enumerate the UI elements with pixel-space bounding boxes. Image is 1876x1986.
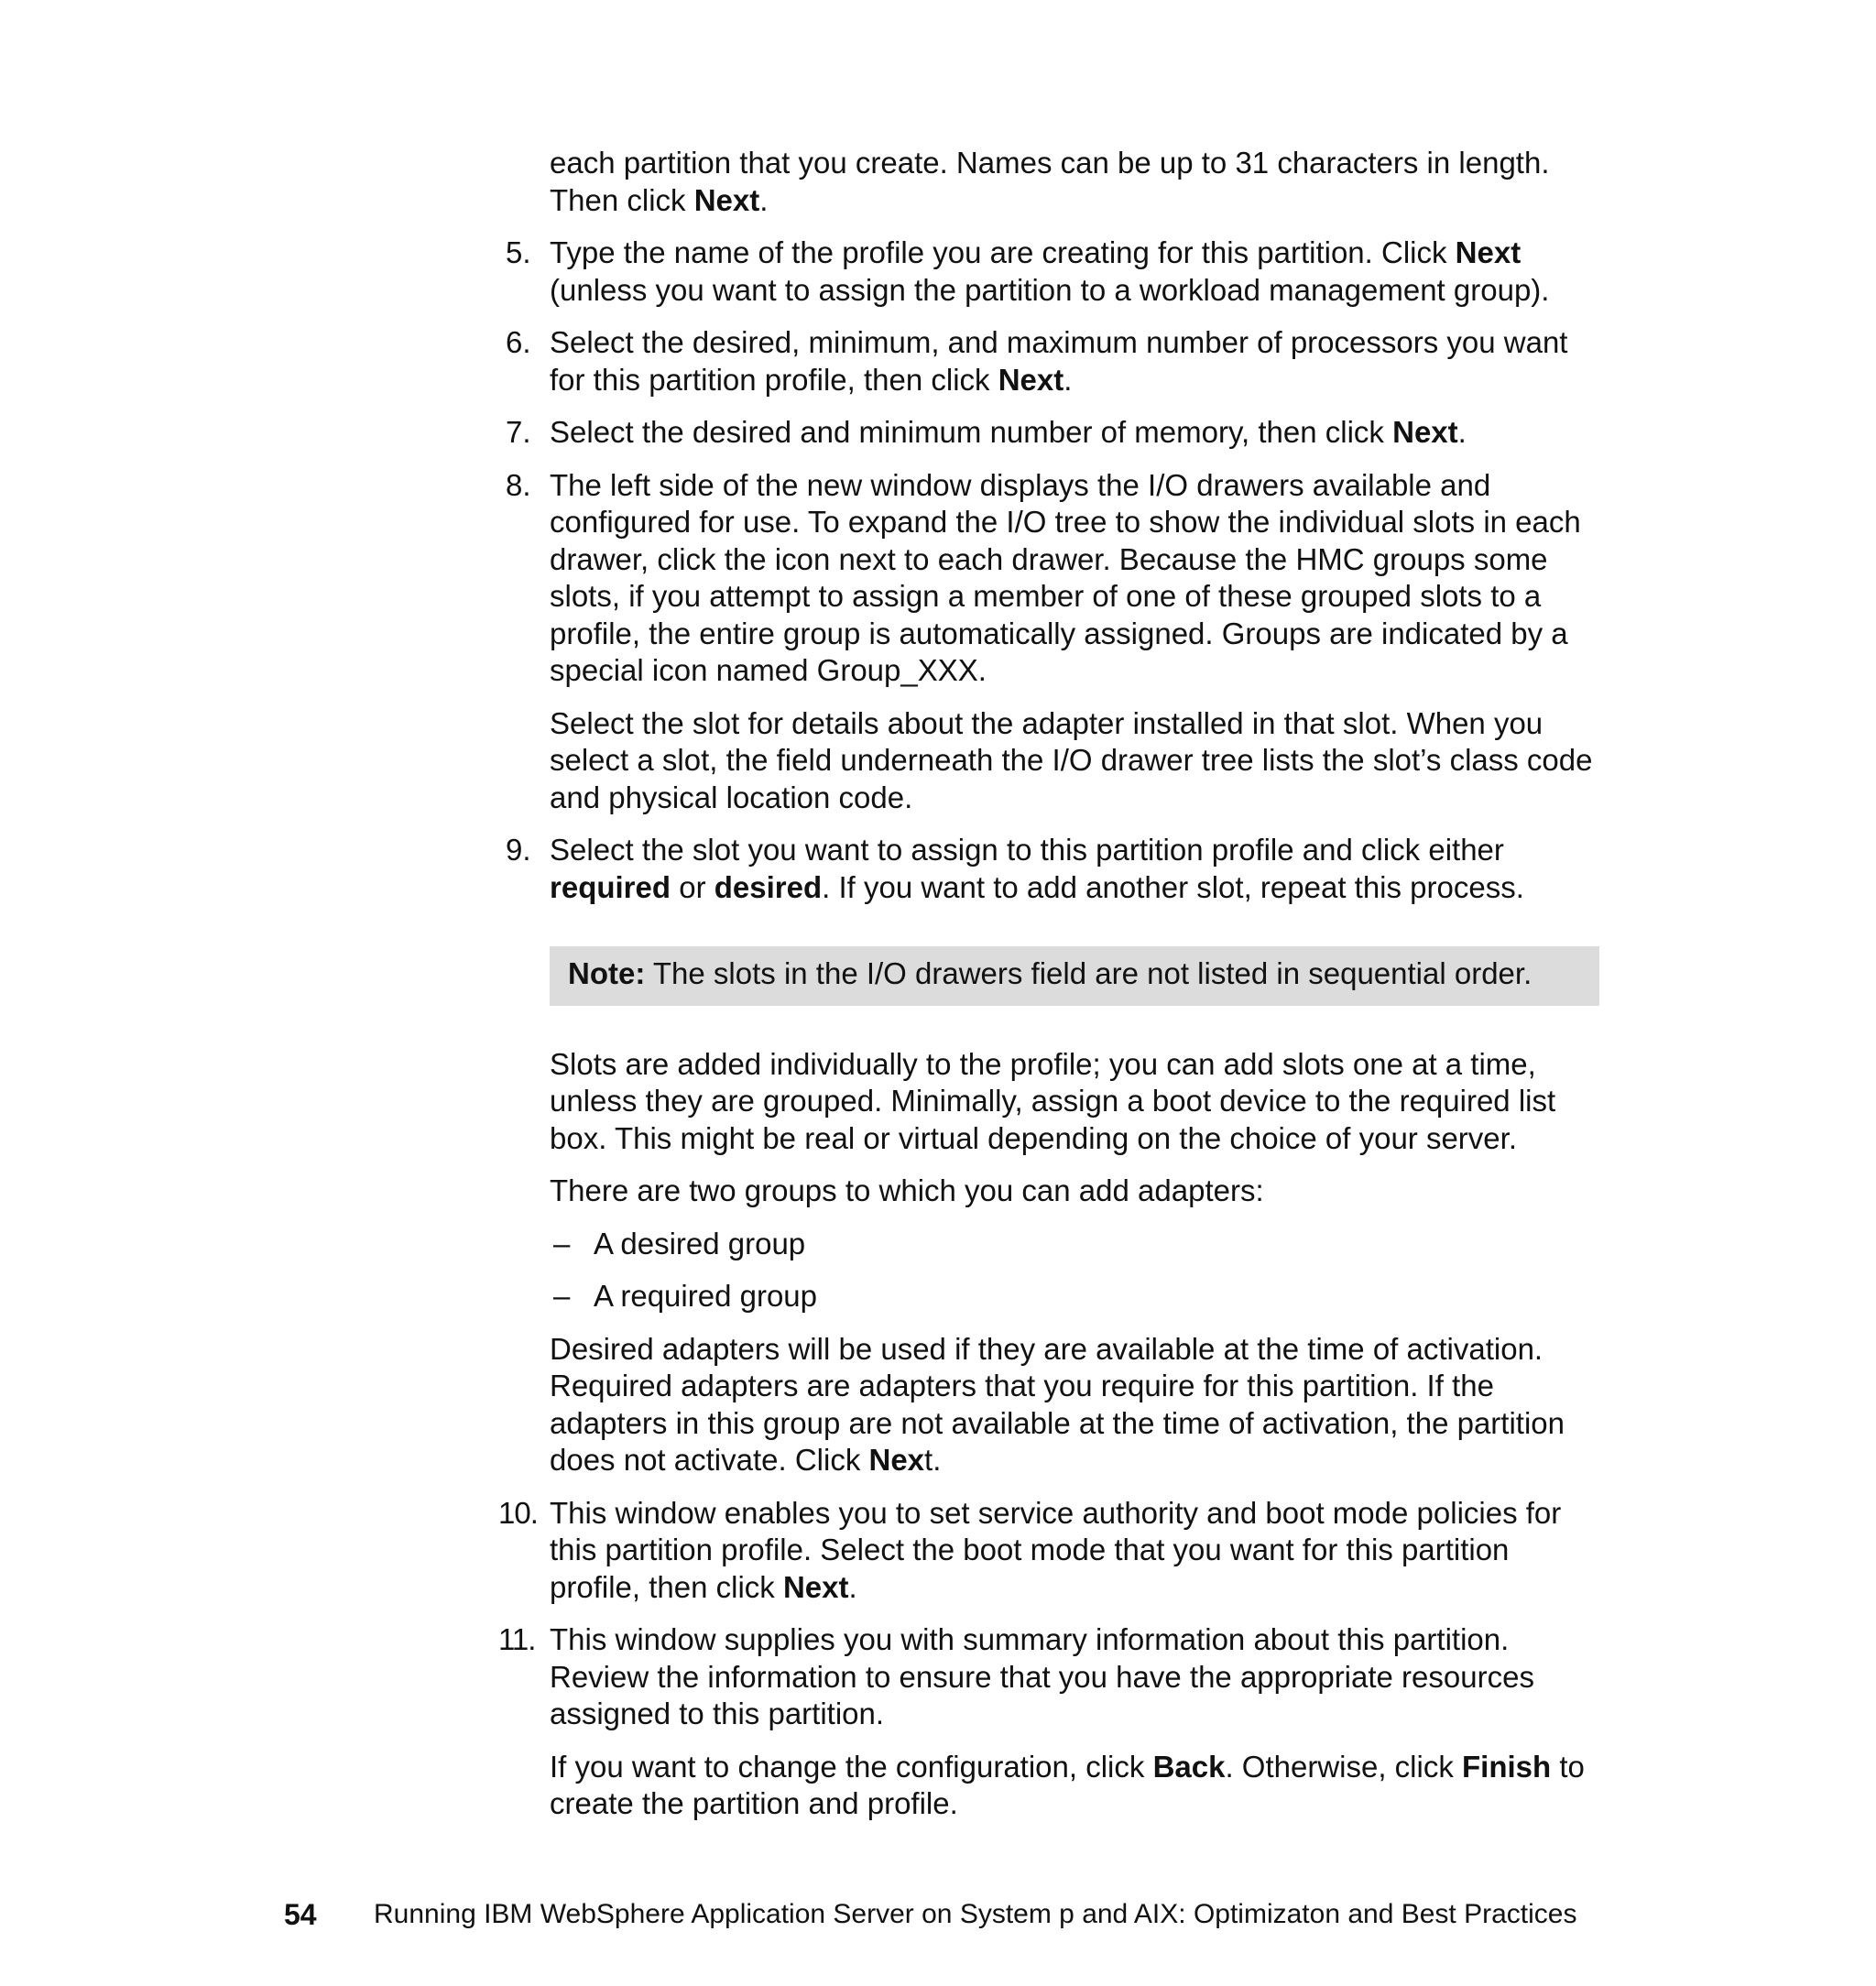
final-paragraph [550, 1749, 1605, 1823]
step-text-end: . [1457, 415, 1467, 449]
next-label: Nex [868, 1443, 925, 1477]
step-6 [506, 324, 1605, 398]
page-body [498, 145, 1605, 1839]
groups-paragraph: There are two groups to which you can add adapters: [550, 1173, 1264, 1207]
step-text-end: . [848, 1569, 857, 1604]
step-10 [498, 1495, 1605, 1607]
slots-paragraph: Slots are added individually to the profile; you can add slots one at a time, unless they are grouped. Minimally, assign a boot device to the required list box. This might be real or virtual depending on the choice of your server. [550, 1046, 1556, 1155]
intro-end: . [759, 182, 769, 217]
step-text: Select the slot you want to assign to this partition profile and click either [550, 833, 1504, 867]
intro-paragraph [550, 145, 1605, 219]
step-text-end: . [1063, 362, 1073, 397]
step-number: 11. [498, 1622, 536, 1656]
required-label: required [550, 869, 671, 904]
step-8 [506, 467, 1605, 690]
back-label: Back [1152, 1749, 1226, 1784]
book-title: Running IBM WebSphere Application Server on System p and AIX: Optimizaton and Best Practices [374, 1899, 1577, 1929]
step-number: 9. [506, 833, 531, 867]
final-text-end: to create the partition and profile. [550, 1749, 1585, 1820]
next-label: Next [782, 1569, 849, 1604]
next-label: Next [998, 362, 1064, 397]
step-text-end: . If you want to add another slot, repeat this process. [822, 869, 1524, 904]
step-number: 8. [506, 467, 531, 502]
step-11 [498, 1621, 1605, 1733]
next-label: Next [693, 182, 760, 217]
final-text: If you want to change the configuration, click [550, 1749, 1153, 1784]
note-text: The slots in the I/O drawers field are not listed in sequential order. [645, 956, 1532, 990]
step-text: The left side of the new window displays the I/O drawers available and configured for use. To expand the I/O tree to show the individual slots in each drawer, click the icon next to each drawer. Because the HMC groups some slots, if you attempt to assign a member of one of these grouped slots to a profile, the entire group is automatically assigned. Groups are indicated by a special icon named Group_XXX. [550, 467, 1581, 687]
step-7 [506, 414, 1605, 452]
finish-label: Finish [1462, 1749, 1552, 1784]
dash-bullet: – [553, 1226, 571, 1260]
step-text: Select the desired, minimum, and maximum number of processors you want for this partition profile, then click [550, 325, 1568, 397]
intro-text: each partition that you create. Names can be up to 31 characters in length. Then click [550, 146, 1550, 217]
next-label: Next [1455, 235, 1522, 269]
note-label: Note: [568, 956, 646, 990]
adapters-text-end: t. [924, 1443, 942, 1477]
step-text-end: (unless you want to assign the partition to a workload management group). [550, 272, 1550, 307]
final-text: . Otherwise, click [1225, 1749, 1463, 1784]
step-text: Select the desired and minimum number of memory, then click [550, 415, 1393, 449]
step-number: 10. [498, 1495, 538, 1530]
step-text: This window supplies you with summary information about this partition. Review the information to ensure that you have the appropriate resources assigned to this partition. [550, 1622, 1534, 1730]
dash-bullet: – [553, 1279, 571, 1313]
list-item-required-group [506, 1278, 1605, 1315]
list-item-text: A required group [594, 1279, 818, 1313]
note-box [550, 946, 1599, 1006]
step-text: Type the name of the profile you are creating for this partition. Click [550, 235, 1456, 269]
step-text: This window enables you to set service authority and boot mode policies for this partition profile. Select the boot mode that you want for this partition profile, then click [550, 1495, 1562, 1604]
step-number: 7. [506, 415, 531, 449]
page-number: 54 [284, 1898, 317, 1931]
adapters-text: Desired adapters will be used if they are available at the time of activation. Required adapters are adapters that you require for this partition. If the adapters in this group are not available at the time of activation, the partition does not activate. Click [550, 1331, 1565, 1477]
slot-details-paragraph: Select the slot for details about the adapter installed in that slot. When you select a slot, the field underneath the I/O drawer tree lists the slot’s class code and physical location code. [550, 705, 1593, 814]
step-5 [506, 235, 1605, 309]
step-9 [506, 832, 1605, 906]
step-number: 5. [506, 235, 531, 269]
list-item-desired-group [506, 1226, 1605, 1263]
next-label: Next [1392, 415, 1458, 449]
step-number: 6. [506, 325, 531, 359]
list-item-text: A desired group [594, 1226, 806, 1260]
desired-label: desired [714, 869, 823, 904]
step-text: or [671, 869, 714, 904]
adapters-paragraph [550, 1331, 1605, 1479]
